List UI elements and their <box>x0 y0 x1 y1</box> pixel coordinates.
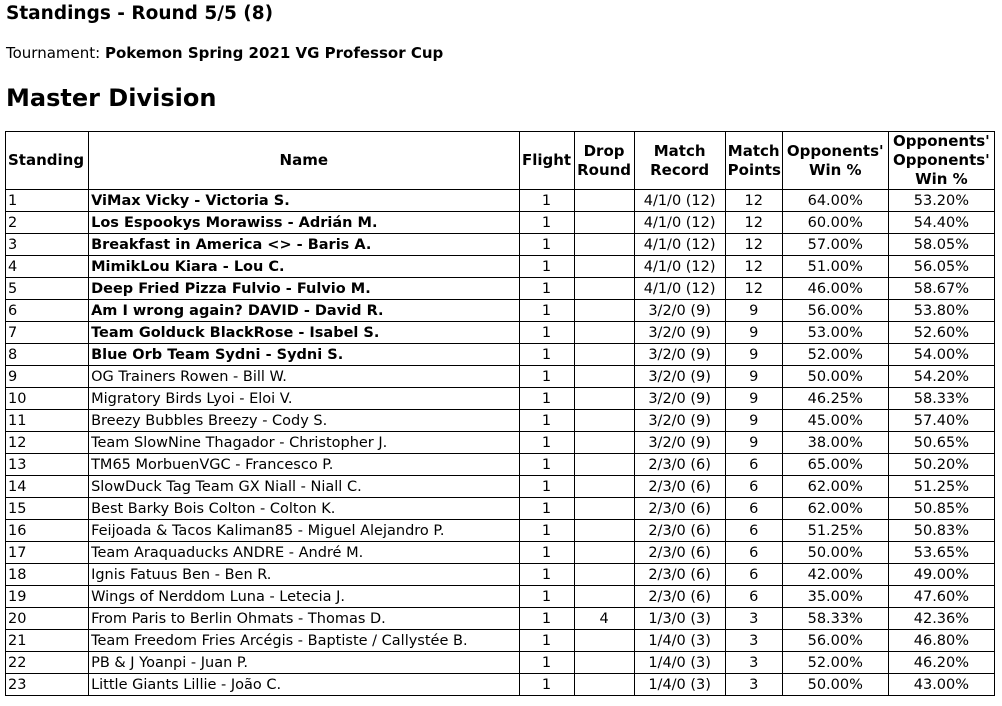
table-row <box>6 256 995 278</box>
cell-drop-round <box>574 432 634 454</box>
table-row <box>6 366 995 388</box>
cell-drop-round <box>574 322 634 344</box>
cell-drop-round <box>574 278 634 300</box>
cell-flight: 1 <box>519 432 574 454</box>
cell-opponents-opponents-win: 46.80% <box>888 630 994 652</box>
cell-standing: 2 <box>6 212 89 234</box>
table-row <box>6 388 995 410</box>
table-row <box>6 344 995 366</box>
cell-standing: 22 <box>6 652 89 674</box>
standings-body <box>6 190 995 696</box>
cell-opponents-opponents-win: 52.60% <box>888 322 994 344</box>
header-opponents-opponents-win: Opponents' Opponents' Win % <box>888 132 994 190</box>
cell-drop-round <box>574 388 634 410</box>
cell-opponents-opponents-win: 53.65% <box>888 542 994 564</box>
cell-standing: 12 <box>6 432 89 454</box>
header-standing: Standing <box>6 132 89 190</box>
division-title: Master Division <box>6 84 217 112</box>
cell-name: Deep Fried Pizza Fulvio - Fulvio M. <box>89 278 519 300</box>
cell-flight: 1 <box>519 674 574 696</box>
header-flight: Flight <box>519 132 574 190</box>
cell-opponents-opponents-win: 47.60% <box>888 586 994 608</box>
cell-name: Breezy Bubbles Breezy - Cody S. <box>89 410 519 432</box>
cell-opponents-win: 50.00% <box>782 542 888 564</box>
cell-match-record: 4/1/0 (12) <box>634 212 725 234</box>
cell-opponents-win: 58.33% <box>782 608 888 630</box>
table-row <box>6 278 995 300</box>
cell-match-points: 9 <box>725 388 782 410</box>
cell-opponents-win: 45.00% <box>782 410 888 432</box>
cell-flight: 1 <box>519 212 574 234</box>
cell-opponents-opponents-win: 51.25% <box>888 476 994 498</box>
cell-match-record: 4/1/0 (12) <box>634 234 725 256</box>
cell-standing: 11 <box>6 410 89 432</box>
table-row <box>6 674 995 696</box>
cell-standing: 15 <box>6 498 89 520</box>
cell-match-record: 2/3/0 (6) <box>634 542 725 564</box>
cell-drop-round <box>574 344 634 366</box>
cell-drop-round <box>574 256 634 278</box>
cell-match-points: 9 <box>725 366 782 388</box>
cell-standing: 5 <box>6 278 89 300</box>
header-name: Name <box>89 132 519 190</box>
table-row <box>6 212 995 234</box>
cell-drop-round <box>574 630 634 652</box>
cell-drop-round <box>574 652 634 674</box>
cell-opponents-win: 50.00% <box>782 366 888 388</box>
cell-match-points: 6 <box>725 586 782 608</box>
cell-match-record: 4/1/0 (12) <box>634 278 725 300</box>
cell-standing: 10 <box>6 388 89 410</box>
cell-flight: 1 <box>519 652 574 674</box>
cell-match-record: 4/1/0 (12) <box>634 190 725 212</box>
cell-match-record: 3/2/0 (9) <box>634 322 725 344</box>
cell-drop-round <box>574 212 634 234</box>
cell-match-points: 6 <box>725 564 782 586</box>
cell-match-record: 2/3/0 (6) <box>634 520 725 542</box>
cell-name: Ignis Fatuus Ben - Ben R. <box>89 564 519 586</box>
cell-drop-round <box>574 586 634 608</box>
cell-opponents-win: 51.25% <box>782 520 888 542</box>
cell-standing: 1 <box>6 190 89 212</box>
tournament-name: Pokemon Spring 2021 VG Professor Cup <box>104 44 444 62</box>
cell-name: Wings of Nerddom Luna - Letecia J. <box>89 586 519 608</box>
cell-match-record: 2/3/0 (6) <box>634 454 725 476</box>
cell-drop-round <box>574 476 634 498</box>
cell-match-record: 1/3/0 (3) <box>634 608 725 630</box>
cell-match-points: 3 <box>725 652 782 674</box>
cell-name: OG Trainers Rowen - Bill W. <box>89 366 519 388</box>
table-row <box>6 234 995 256</box>
cell-opponents-win: 51.00% <box>782 256 888 278</box>
cell-name: Los Espookys Morawiss - Adrián M. <box>89 212 519 234</box>
cell-match-points: 6 <box>725 476 782 498</box>
cell-flight: 1 <box>519 586 574 608</box>
cell-match-points: 3 <box>725 608 782 630</box>
cell-flight: 1 <box>519 190 574 212</box>
cell-drop-round <box>574 674 634 696</box>
cell-standing: 20 <box>6 608 89 630</box>
cell-flight: 1 <box>519 564 574 586</box>
cell-match-points: 6 <box>725 520 782 542</box>
cell-standing: 14 <box>6 476 89 498</box>
cell-name: SlowDuck Tag Team GX Niall - Niall C. <box>89 476 519 498</box>
cell-name: Team SlowNine Thagador - Christopher J. <box>89 432 519 454</box>
cell-standing: 4 <box>6 256 89 278</box>
cell-standing: 23 <box>6 674 89 696</box>
table-row <box>6 608 995 630</box>
cell-name: Blue Orb Team Sydni - Sydni S. <box>89 344 519 366</box>
cell-opponents-win: 50.00% <box>782 674 888 696</box>
cell-opponents-win: 53.00% <box>782 322 888 344</box>
cell-name: Feijoada & Tacos Kaliman85 - Miguel Alejandro P. <box>89 520 519 542</box>
cell-match-record: 2/3/0 (6) <box>634 476 725 498</box>
cell-name: MimikLou Kiara - Lou C. <box>89 256 519 278</box>
cell-drop-round <box>574 410 634 432</box>
cell-standing: 18 <box>6 564 89 586</box>
cell-match-points: 6 <box>725 542 782 564</box>
cell-drop-round <box>574 564 634 586</box>
cell-match-points: 12 <box>725 256 782 278</box>
cell-flight: 1 <box>519 608 574 630</box>
cell-flight: 1 <box>519 630 574 652</box>
cell-flight: 1 <box>519 322 574 344</box>
cell-drop-round <box>574 234 634 256</box>
cell-match-points: 9 <box>725 432 782 454</box>
cell-flight: 1 <box>519 300 574 322</box>
cell-drop-round: 4 <box>574 608 634 630</box>
cell-match-points: 12 <box>725 212 782 234</box>
cell-standing: 9 <box>6 366 89 388</box>
table-row <box>6 542 995 564</box>
cell-name: Migratory Birds Lyoi - Eloi V. <box>89 388 519 410</box>
cell-match-record: 4/1/0 (12) <box>634 256 725 278</box>
cell-match-points: 3 <box>725 630 782 652</box>
header-match-record: Match Record <box>634 132 725 190</box>
cell-drop-round <box>574 542 634 564</box>
cell-match-points: 9 <box>725 300 782 322</box>
cell-opponents-opponents-win: 46.20% <box>888 652 994 674</box>
cell-standing: 13 <box>6 454 89 476</box>
cell-opponents-opponents-win: 43.00% <box>888 674 994 696</box>
cell-opponents-opponents-win: 54.00% <box>888 344 994 366</box>
cell-opponents-opponents-win: 56.05% <box>888 256 994 278</box>
cell-match-record: 2/3/0 (6) <box>634 586 725 608</box>
cell-standing: 8 <box>6 344 89 366</box>
page-title: Standings - Round 5/5 (8) <box>6 3 274 24</box>
cell-match-record: 1/4/0 (3) <box>634 652 725 674</box>
cell-match-record: 3/2/0 (9) <box>634 410 725 432</box>
tournament-line <box>6 44 443 62</box>
cell-match-points: 12 <box>725 278 782 300</box>
cell-flight: 1 <box>519 542 574 564</box>
cell-opponents-win: 60.00% <box>782 212 888 234</box>
header-opponents-win: Opponents' Win % <box>782 132 888 190</box>
cell-opponents-opponents-win: 50.85% <box>888 498 994 520</box>
cell-name: TM65 MorbuenVGC - Francesco P. <box>89 454 519 476</box>
cell-opponents-win: 38.00% <box>782 432 888 454</box>
cell-match-record: 1/4/0 (3) <box>634 674 725 696</box>
cell-drop-round <box>574 366 634 388</box>
cell-opponents-opponents-win: 58.67% <box>888 278 994 300</box>
cell-standing: 21 <box>6 630 89 652</box>
cell-name: PB & J Yoanpi - Juan P. <box>89 652 519 674</box>
cell-opponents-opponents-win: 50.65% <box>888 432 994 454</box>
cell-name: Little Giants Lillie - João C. <box>89 674 519 696</box>
cell-standing: 16 <box>6 520 89 542</box>
cell-drop-round <box>574 300 634 322</box>
cell-opponents-opponents-win: 53.80% <box>888 300 994 322</box>
cell-opponents-win: 52.00% <box>782 652 888 674</box>
cell-opponents-opponents-win: 57.40% <box>888 410 994 432</box>
cell-match-points: 9 <box>725 410 782 432</box>
cell-opponents-win: 62.00% <box>782 498 888 520</box>
table-row <box>6 432 995 454</box>
cell-match-points: 6 <box>725 454 782 476</box>
cell-name: Team Golduck BlackRose - Isabel S. <box>89 322 519 344</box>
cell-match-points: 12 <box>725 190 782 212</box>
cell-drop-round <box>574 520 634 542</box>
table-row <box>6 190 995 212</box>
cell-opponents-opponents-win: 53.20% <box>888 190 994 212</box>
cell-match-record: 3/2/0 (9) <box>634 432 725 454</box>
cell-name: Team Freedom Fries Arcégis - Baptiste / Callystée B. <box>89 630 519 652</box>
cell-drop-round <box>574 190 634 212</box>
cell-match-record: 1/4/0 (3) <box>634 630 725 652</box>
cell-match-record: 2/3/0 (6) <box>634 498 725 520</box>
tournament-label: Tournament: <box>6 44 105 62</box>
cell-name: ViMax Vicky - Victoria S. <box>89 190 519 212</box>
cell-standing: 7 <box>6 322 89 344</box>
cell-name: Team Araquaducks ANDRE - André M. <box>89 542 519 564</box>
cell-flight: 1 <box>519 256 574 278</box>
table-row <box>6 322 995 344</box>
cell-opponents-opponents-win: 49.00% <box>888 564 994 586</box>
cell-opponents-win: 46.25% <box>782 388 888 410</box>
cell-opponents-win: 46.00% <box>782 278 888 300</box>
cell-match-record: 3/2/0 (9) <box>634 388 725 410</box>
cell-standing: 17 <box>6 542 89 564</box>
cell-opponents-win: 65.00% <box>782 454 888 476</box>
table-header-row <box>6 132 995 190</box>
cell-name: Breakfast in America <> - Baris A. <box>89 234 519 256</box>
table-row <box>6 454 995 476</box>
cell-drop-round <box>574 498 634 520</box>
cell-name: From Paris to Berlin Ohmats - Thomas D. <box>89 608 519 630</box>
table-row <box>6 564 995 586</box>
cell-flight: 1 <box>519 498 574 520</box>
table-row <box>6 586 995 608</box>
cell-opponents-win: 57.00% <box>782 234 888 256</box>
cell-match-points: 3 <box>725 674 782 696</box>
cell-standing: 3 <box>6 234 89 256</box>
table-row <box>6 652 995 674</box>
cell-flight: 1 <box>519 234 574 256</box>
cell-match-record: 2/3/0 (6) <box>634 564 725 586</box>
cell-drop-round <box>574 454 634 476</box>
cell-flight: 1 <box>519 410 574 432</box>
cell-opponents-opponents-win: 42.36% <box>888 608 994 630</box>
cell-name: Am I wrong again? DAVID - David R. <box>89 300 519 322</box>
table-row <box>6 300 995 322</box>
cell-opponents-win: 52.00% <box>782 344 888 366</box>
cell-match-record: 3/2/0 (9) <box>634 366 725 388</box>
cell-name: Best Barky Bois Colton - Colton K. <box>89 498 519 520</box>
header-drop-round: Drop Round <box>574 132 634 190</box>
cell-opponents-opponents-win: 54.20% <box>888 366 994 388</box>
table-row <box>6 410 995 432</box>
cell-flight: 1 <box>519 388 574 410</box>
cell-opponents-win: 64.00% <box>782 190 888 212</box>
cell-opponents-win: 56.00% <box>782 300 888 322</box>
cell-match-record: 3/2/0 (9) <box>634 300 725 322</box>
cell-opponents-opponents-win: 50.83% <box>888 520 994 542</box>
cell-flight: 1 <box>519 454 574 476</box>
table-row <box>6 630 995 652</box>
cell-match-points: 6 <box>725 498 782 520</box>
cell-standing: 6 <box>6 300 89 322</box>
cell-opponents-win: 56.00% <box>782 630 888 652</box>
cell-opponents-win: 42.00% <box>782 564 888 586</box>
cell-opponents-opponents-win: 58.05% <box>888 234 994 256</box>
cell-flight: 1 <box>519 520 574 542</box>
standings-table <box>5 131 995 696</box>
cell-opponents-opponents-win: 50.20% <box>888 454 994 476</box>
cell-opponents-opponents-win: 58.33% <box>888 388 994 410</box>
cell-match-points: 9 <box>725 344 782 366</box>
cell-flight: 1 <box>519 366 574 388</box>
cell-match-points: 12 <box>725 234 782 256</box>
table-row <box>6 520 995 542</box>
table-row <box>6 476 995 498</box>
cell-standing: 19 <box>6 586 89 608</box>
cell-opponents-win: 62.00% <box>782 476 888 498</box>
cell-flight: 1 <box>519 344 574 366</box>
cell-flight: 1 <box>519 278 574 300</box>
cell-opponents-win: 35.00% <box>782 586 888 608</box>
cell-opponents-opponents-win: 54.40% <box>888 212 994 234</box>
header-match-points: Match Points <box>725 132 782 190</box>
cell-match-record: 3/2/0 (9) <box>634 344 725 366</box>
cell-flight: 1 <box>519 476 574 498</box>
cell-match-points: 9 <box>725 322 782 344</box>
table-row <box>6 498 995 520</box>
